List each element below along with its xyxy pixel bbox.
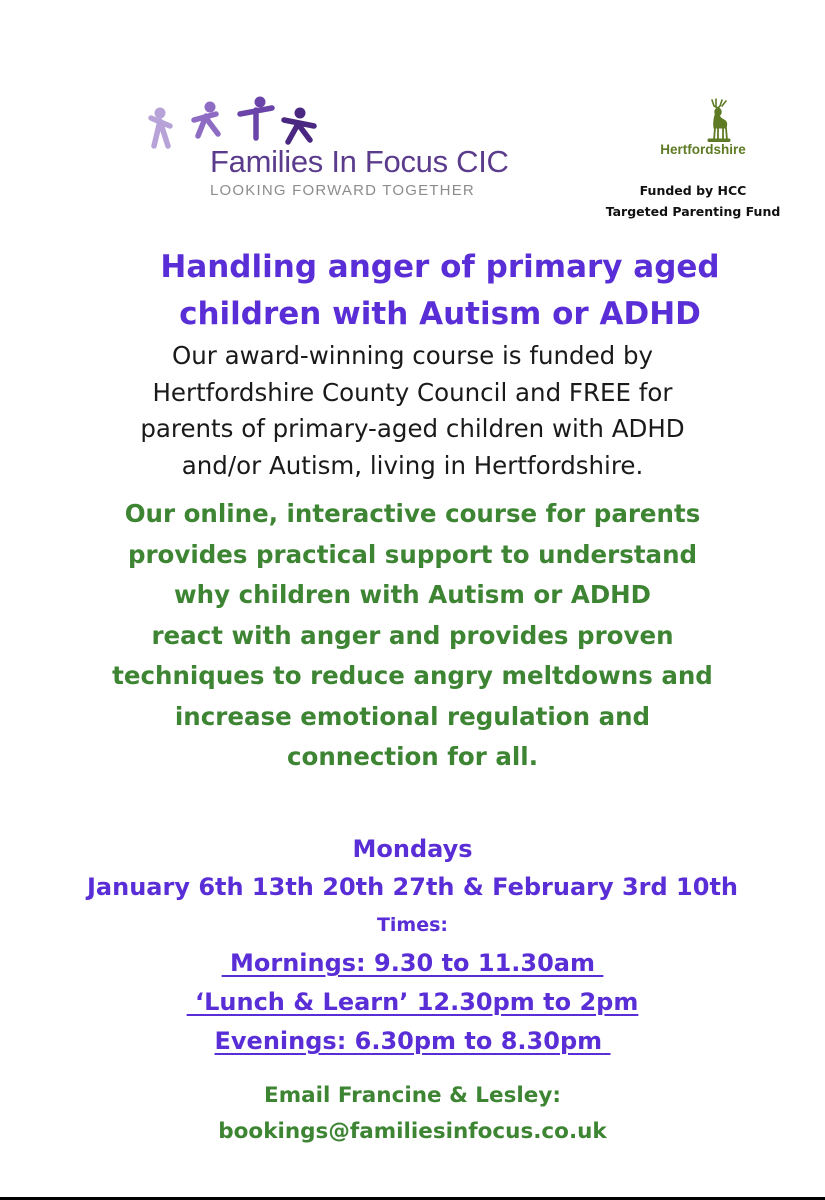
intro-line: and/or Autism, living in Hertfordshire. [181,451,644,481]
logo-tagline: LOOKING FORWARD TOGETHER [210,182,475,199]
session-mornings [0,949,825,977]
times-label: Times: [376,914,449,936]
session-lunch-text: ‘Lunch & Learn’ 12.30pm to 2pm [186,988,639,1016]
page-title-line-1: Handling anger of primary aged [160,249,720,285]
contact-label: Email Francine & Lesley: [264,1083,561,1108]
schedule-day: Mondays [352,835,473,863]
funded-line-2: Targeted Parenting Fund [605,204,781,219]
session-mornings-text: Mornings: 9.30 to 11.30am [221,949,604,977]
description-line: provides practical support to understand [127,539,698,569]
intro-line: parents of primary-aged children with ADHD [140,414,685,444]
logo-name: Families In Focus CIC [210,144,509,179]
description-line: techniques to reduce angry meltdowns and [112,661,713,690]
schedule-dates: January 6th 13th 20th 27th & February 3rd 10th [86,873,739,901]
contact-email[interactable]: bookings@familiesinfocus.co.uk [218,1119,607,1144]
intro-paragraph [0,338,825,485]
description-line: connection for all. [286,742,539,771]
session-lunch [0,988,825,1016]
hertfordshire-logo [648,96,758,166]
funded-line-1: Funded by HCC [639,183,747,198]
session-evenings-text: Evenings: 6.30pm to 8.30pm [214,1027,611,1055]
description-line: why children with Autism or ADHD [174,580,651,609]
course-description [0,494,825,778]
families-in-focus-logo [148,96,509,206]
intro-line: Hertfordshire County Council and FREE for [152,377,673,407]
description-line: Our online, interactive course for parents [124,499,701,528]
page-title-line-2: children with Autism or ADHD [179,296,701,332]
funding-note [588,180,798,222]
stag-icon [700,98,736,142]
description-line: react with anger and provides proven [151,620,674,650]
intro-line: Our award-winning course is funded by [171,341,654,370]
session-evenings [0,1027,825,1055]
description-line: increase emotional regulation and [174,701,651,731]
hertfordshire-name: Hertfordshire [660,142,746,157]
